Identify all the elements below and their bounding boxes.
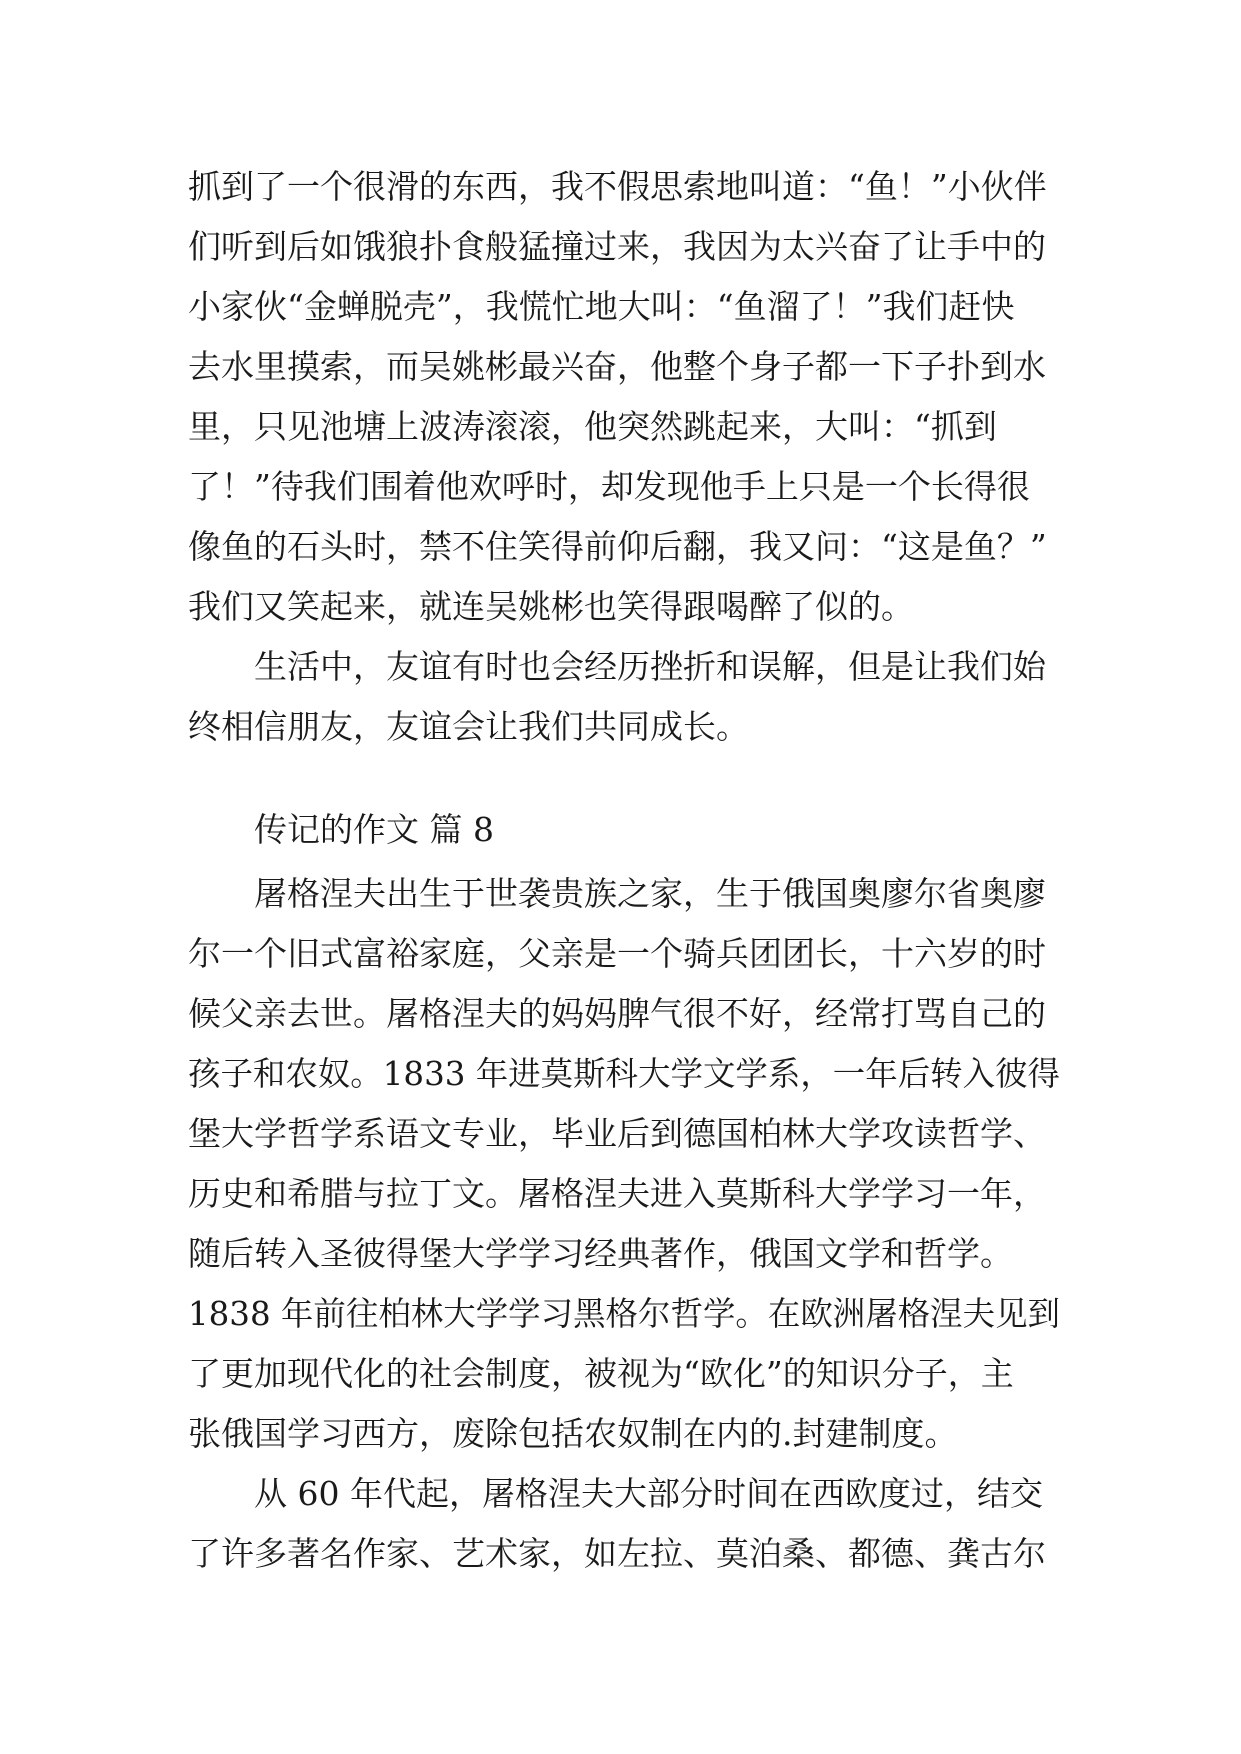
- paragraph-line: [0, 1522, 1241, 1586]
- text-line: 了许多著名作家、艺术家，如左拉、莫泊桑、都德、龚古尔: [188, 1534, 1046, 1573]
- paragraph-line: [0, 635, 1241, 699]
- text-line: 了！”待我们围着他欢呼时，却发现他手上只是一个长得很: [188, 467, 1030, 506]
- text-line: 1838 年前往柏林大学学习黑格尔哲学。在欧洲屠格涅夫见到: [188, 1294, 1061, 1333]
- text-line: 从 60 年代起，屠格涅夫大部分时间在西欧度过，结交: [254, 1474, 1043, 1513]
- paragraph-line: [0, 1282, 1241, 1346]
- text-line: 们听到后如饿狼扑食般猛撞过来，我因为太兴奋了让手中的: [188, 227, 1046, 266]
- paragraph-line: [0, 455, 1241, 519]
- paragraph-line: [0, 1462, 1241, 1526]
- text-line: 随后转入圣彼得堡大学学习经典著作，俄国文学和哲学。: [188, 1234, 1013, 1273]
- paragraph-line: [0, 1222, 1241, 1286]
- text-line: 屠格涅夫出生于世袭贵族之家，生于俄国奥廖尔省奥廖: [254, 874, 1046, 913]
- text-line: 里，只见池塘上波涛滚滚，他突然跳起来，大叫：“抓到: [188, 407, 997, 446]
- text-line: 像鱼的石头时，禁不住笑得前仰后翻，我又问：“这是鱼？”: [188, 527, 1047, 566]
- paragraph-line: [0, 335, 1241, 399]
- paragraph-line: [0, 395, 1241, 459]
- paragraph-line: [0, 155, 1241, 219]
- text-line: 候父亲去世。屠格涅夫的妈妈脾气很不好，经常打骂自己的: [188, 994, 1046, 1033]
- section-heading: [0, 798, 1241, 862]
- paragraph-line: [0, 1102, 1241, 1166]
- text-line: 堡大学哲学系语文专业，毕业后到德国柏林大学攻读哲学、: [188, 1114, 1046, 1153]
- text-line: 孩子和农奴。1833 年进莫斯科大学文学系，一年后转入彼得: [188, 1054, 1061, 1093]
- paragraph-line: [0, 695, 1241, 759]
- text-line: 抓到了一个很滑的东西，我不假思索地叫道：“鱼！”小伙伴: [188, 167, 1047, 206]
- paragraph-line: [0, 1042, 1241, 1106]
- paragraph-line: [0, 1342, 1241, 1406]
- heading-text: 传记的作文 篇 8: [254, 810, 494, 849]
- paragraph-line: [0, 515, 1241, 579]
- paragraph-line: [0, 1162, 1241, 1226]
- paragraph-line: [0, 575, 1241, 639]
- text-line: 张俄国学习西方，废除包括农奴制在内的.封建制度。: [188, 1414, 958, 1453]
- paragraph-line: [0, 1402, 1241, 1466]
- paragraph-line: [0, 982, 1241, 1046]
- paragraph-line: [0, 215, 1241, 279]
- text-line: 生活中，友谊有时也会经历挫折和误解，但是让我们始: [254, 647, 1046, 686]
- text-line: 去水里摸索，而吴姚彬最兴奋，他整个身子都一下子扑到水: [188, 347, 1046, 386]
- text-line: 终相信朋友，友谊会让我们共同成长。: [188, 707, 749, 746]
- text-line: 尔一个旧式富裕家庭，父亲是一个骑兵团团长，十六岁的时: [188, 934, 1046, 973]
- text-line: 小家伙“金蝉脱壳”，我慌忙地大叫：“鱼溜了！”我们赶快: [188, 287, 1015, 326]
- paragraph-line: [0, 922, 1241, 986]
- text-line: 了更加现代化的社会制度，被视为“欧化”的知识分子，主: [188, 1354, 1014, 1393]
- paragraph-line: [0, 862, 1241, 926]
- paragraph-line: [0, 275, 1241, 339]
- text-line: 我们又笑起来，就连吴姚彬也笑得跟喝醉了似的。: [188, 587, 914, 626]
- text-line: 历史和希腊与拉丁文。屠格涅夫进入莫斯科大学学习一年，: [188, 1174, 1046, 1213]
